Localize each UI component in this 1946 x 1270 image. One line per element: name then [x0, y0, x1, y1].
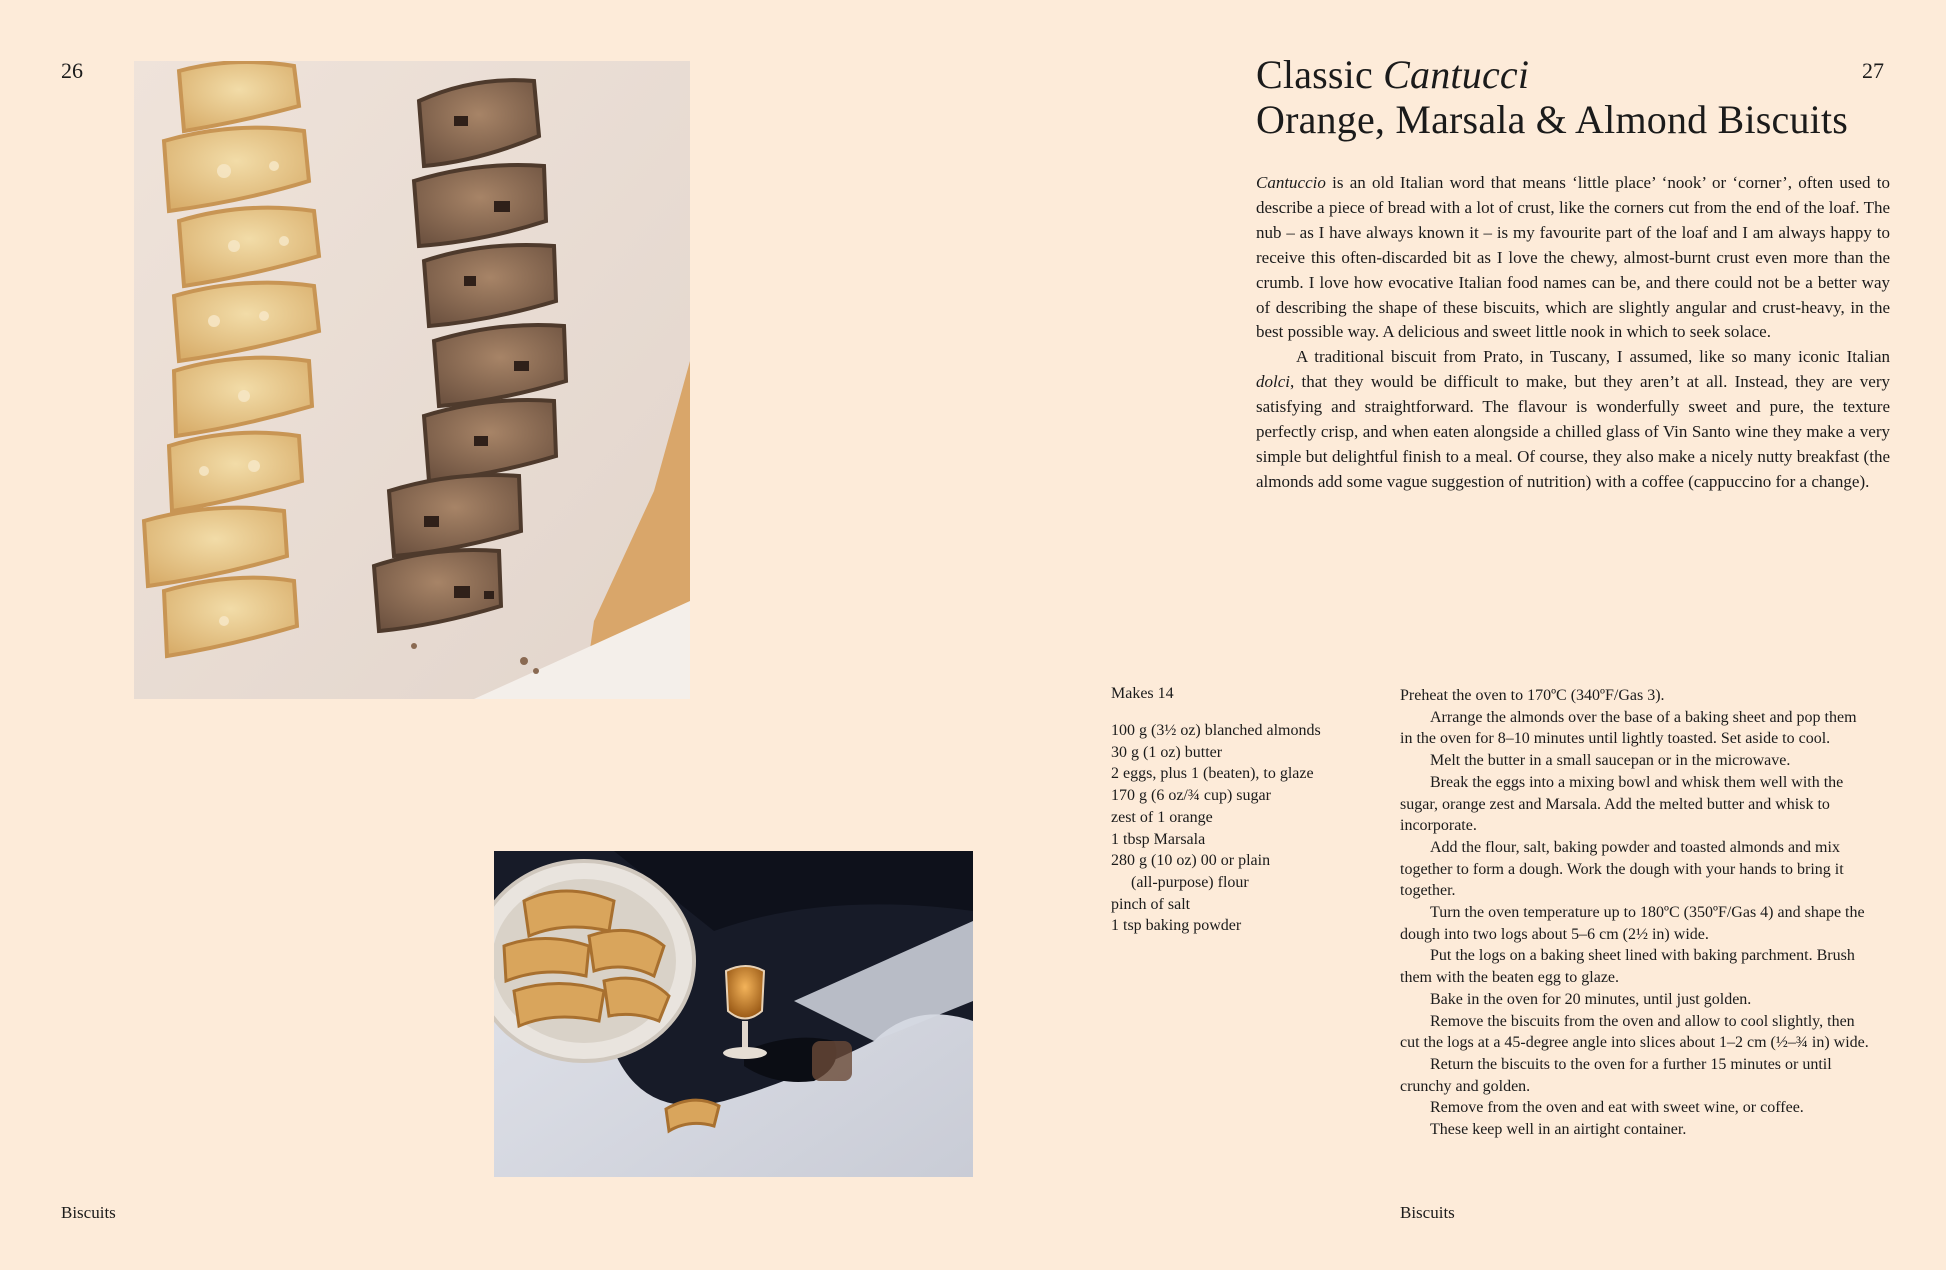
- page-number-left: 26: [61, 58, 83, 83]
- method-step: Break the eggs into a mixing bowl and whisk them well with the sugar, orange zest and Marsala. Add the melted butter and whisk to incorporate.: [1400, 773, 1844, 835]
- photo-sliced-cantucci: [134, 61, 690, 699]
- intro-paragraph-1: Cantuccio is an old Italian word that means ‘little place’ ‘nook’ or ‘corner’, often used to describe a piece of bread with a lot of crust, like the corners cut from the end of the loaf. The nub – as I have always known it – is my favourite part of the loaf and I am always happy to receive this often-discarded bit as I love the chewy, almost-burnt crust even more than the crumb. I love how evocative Italian food names can be, and there could not be a better way of describing the shape of these biscuits, which are slightly angular and crust-heavy, in the best possible way. A delicious and sweet little nook in which to seek solace.: [1256, 173, 1890, 342]
- ingredient-item: 1 tbsp Marsala: [1111, 830, 1206, 848]
- method-steps: [1400, 685, 1870, 1141]
- method-step: Add the flour, salt, baking powder and toasted almonds and mix together to form a dough. Work the dough with your hands to bring it together.: [1400, 838, 1844, 900]
- method-step: Remove the biscuits from the oven and allow to cool slightly, then cut the logs at a 45-degree angle into slices about 1–2 cm (½–¾ in) wide.: [1400, 1012, 1869, 1052]
- page-number-right: 27: [1862, 58, 1884, 83]
- recipe-title-line1: Classic Cantucci: [1256, 52, 1530, 97]
- ingredient-item: zest of 1 orange: [1111, 808, 1213, 826]
- recipe-title: [1256, 52, 1896, 142]
- method-step: Bake in the oven for 20 minutes, until just golden.: [1430, 990, 1752, 1008]
- method-step: Put the logs on a baking sheet lined with baking parchment. Brush them with the beaten egg to glaze.: [1400, 947, 1855, 987]
- ingredients-list: [1111, 720, 1371, 937]
- ingredient-item: 30 g (1 oz) butter: [1111, 743, 1223, 761]
- ingredient-item: 280 g (10 oz) 00 or plain: [1111, 852, 1271, 870]
- method-step: Melt the butter in a small saucepan or in the microwave.: [1430, 752, 1791, 770]
- method-step: Arrange the almonds over the base of a baking sheet and pop them in the oven for 8–10 minutes until lightly toasted. Set aside to cool.: [1400, 708, 1857, 748]
- method-step: Turn the oven temperature up to 180ºC (350ºF/Gas 4) and shape the dough into two logs about 5–6 cm (2½ in) wide.: [1400, 904, 1865, 943]
- method-step: Return the biscuits to the oven for a further 15 minutes or until crunchy and golden.: [1400, 1055, 1832, 1095]
- footer-section-right: Biscuits: [1400, 1203, 1455, 1222]
- method-step: Remove from the oven and eat with sweet wine, or coffee.: [1430, 1099, 1804, 1117]
- ingredient-item-continuation: (all-purpose) flour: [1131, 873, 1249, 891]
- footer-section-left: Biscuits: [61, 1203, 116, 1222]
- method-step: These keep well in an airtight container.: [1430, 1121, 1687, 1139]
- ingredient-item: 2 eggs, plus 1 (beaten), to glaze: [1111, 765, 1314, 783]
- ingredient-item: pinch of salt: [1111, 895, 1191, 913]
- recipe-title-line2: Orange, Marsala & Almond Biscuits: [1256, 97, 1849, 142]
- recipe-intro: [1256, 171, 1890, 495]
- photo-cantucci-with-marsala: [494, 851, 973, 1177]
- ingredient-item: 170 g (6 oz/¾ cup) sugar: [1111, 787, 1271, 805]
- ingredient-item: 1 tsp baking powder: [1111, 917, 1242, 935]
- recipe-yield: Makes 14: [1111, 685, 1174, 702]
- intro-paragraph-2: A traditional biscuit from Prato, in Tuscany, I assumed, like so many iconic Italian dolci, that they would be difficult to make, but they aren’t at all. Instead, they are very satisfying and straightforward. The flavour is wonderfully sweet and pure, the texture perfectly crisp, and when eaten alongside a chilled glass of Vin Santo wine they make a very simple but delightful finish to a meal. Of course, they also make a nicely nutty breakfast (the almonds add some vague suggestion of nutrition) with a coffee (cappuccino for a change).: [1256, 347, 1890, 491]
- ingredient-item: 100 g (3½ oz) blanched almonds: [1111, 722, 1321, 739]
- method-step: Preheat the oven to 170ºC (340ºF/Gas 3).: [1400, 687, 1665, 704]
